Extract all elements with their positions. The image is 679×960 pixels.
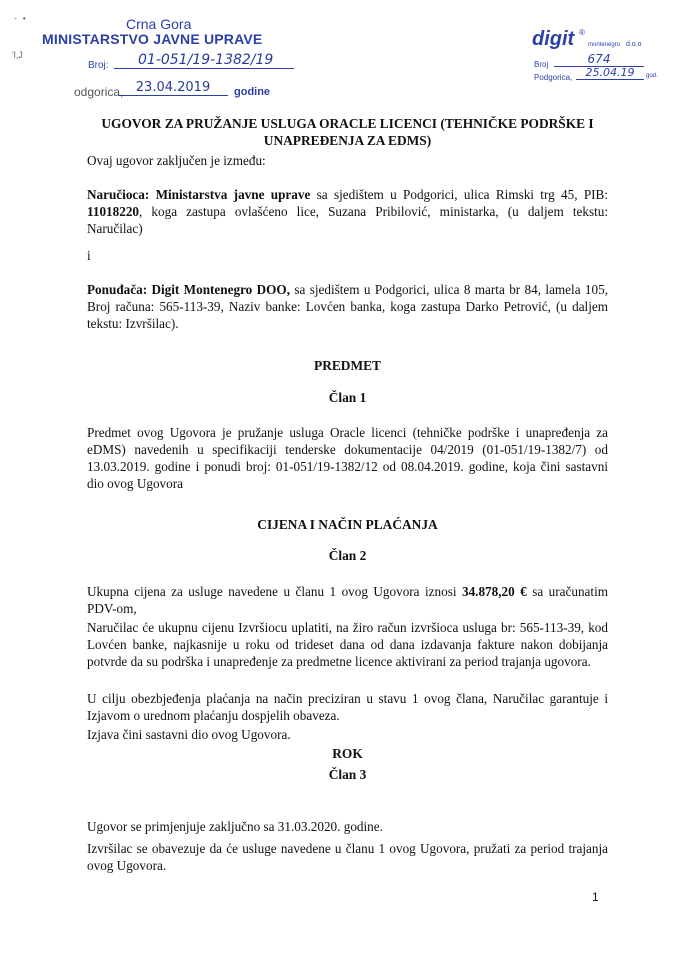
digit-podgorica-label: Podgorica, (534, 73, 573, 82)
and-text: i (87, 248, 91, 263)
stamp-broj-label: Broj: (88, 60, 109, 71)
party-naručilac (87, 186, 608, 237)
stamp-godine: godine (234, 86, 271, 98)
stamp-country: Crna Gora (126, 16, 192, 32)
digit-logo-sub: montenegro (588, 42, 621, 48)
digit-logo: digit (532, 28, 575, 50)
article-3-paragraph-1: Ugovor se primjenjuje zaključno sa 31.03.2020. godine. (87, 819, 383, 834)
article-2-paragraph-4: Izjava čini sastavni dio ovog Ugovora. (87, 727, 291, 742)
document-title: UGOVOR ZA PRUŽANJE USLUGA ORACLE LICENCI (TEHNIČKE PODRŠKE I UNAPREĐENJA ZA EDMS) (101, 116, 594, 148)
article-1: Član 1 (328, 390, 367, 405)
party-izvršilac (87, 281, 608, 332)
article-3-paragraph-2: Izvršilac se obavezuje da će usluge navedene u članu 1 ovog Ugovora, pružati za period trajanja ovog Ugovora. (87, 841, 608, 873)
price-text-before: Ukupna cijena za usluge navedene u članu 1 ovog Ugovora iznosi (87, 584, 462, 599)
price-amount: 34.878,20 € (461, 584, 527, 599)
section-heading-cijena: CIJENA I NAČIN PLAĆANJA (257, 517, 438, 532)
intro-text: Ovaj ugovor zaključen je između: (87, 153, 266, 168)
ministry-stamp (8, 14, 298, 109)
digit-podgorica-value: 25.04.19 (576, 66, 644, 80)
digit-logo-mark: ® (579, 28, 585, 37)
stamp-place: odgorica, (74, 85, 124, 99)
stamp-broj-value: 01-051/19-1382/19 (114, 52, 294, 69)
article-2-paragraph-2: Naručilac će ukupnu cijenu Izvršiocu uplatiti, na žiro račun izvršioca usluga br: 565-113-39, kod Lovćen banke, najkasnije u roku od trideset dana od dana izdavanja fakture nakon dobijanja potvrde da su podrška i unapređenje za predmetne licence aktivirani za period trajanja ugovora. (87, 620, 608, 669)
article-2-paragraph-1 (87, 583, 608, 617)
party1-text2: , koga zastupa ovlašćeno lice, Suzana Pribilović, ministarka, (u daljem tekstu: Naručilac) (87, 204, 608, 236)
party1-label: Naručioca: Ministarstva javne uprave (87, 187, 311, 202)
party2-label: Ponuđača: Digit Montenegro DOO, (87, 282, 290, 297)
page-number: 1 (592, 890, 599, 904)
stamp-marks: - • (14, 14, 28, 23)
digit-stamp (502, 26, 658, 106)
digit-broj-value: 674 (554, 52, 644, 67)
section-heading-rok: ROK (332, 746, 363, 761)
digit-god: god. (646, 73, 658, 79)
stamp-side-mark: 'l,J (12, 50, 23, 60)
party1-text1: sa sjedištem u Podgorici, ulica Rimski trg 45, PIB: (310, 187, 609, 202)
section-heading-predmet: PREDMET (314, 358, 381, 373)
digit-broj-label: Broj (534, 60, 549, 69)
article-3: Član 3 (328, 767, 367, 782)
stamp-ministry-name: MINISTARSTVO JAVNE UPRAVE (42, 31, 263, 47)
party2-text: sa sjedištem u Podgorici, ulica 8 marta br 84, lamela 105, Broj računa: 565-113-39, Naziv banke: Lovćen banka, koga zastupa Darko Petrović, (u daljem tekstu: Izvršilac). (87, 282, 609, 331)
article-2-paragraph-3: U cilju obezbjeđenja plaćanja na način preciziran u stavu 1 ovog člana, Naručilac garantuje i Izjavom o urednom plaćanju dospjelih obaveza. (87, 691, 608, 723)
article-2: Član 2 (328, 548, 367, 563)
price-text-after: sa uračunatim PDV-om, (87, 584, 608, 616)
stamp-date-value: 23.04.2019 (118, 80, 228, 96)
party1-pib: 11018220 (87, 204, 140, 219)
article-1-paragraph: Predmet ovog Ugovora je pružanje usluga Oracle licenci (tehničke podrške i unapređenja za eDMS) navedenih u specifikaciji tenderske dokumentacije 04/2019 (01-051/19-1382/7) od 13.03.2019. godine i ponudi broj: 01-051/19-1382/12 od 08.04.2019. godine, koja čini sastavni dio ovog Ugovora (87, 425, 608, 491)
digit-doo: d.o.o (626, 41, 642, 48)
